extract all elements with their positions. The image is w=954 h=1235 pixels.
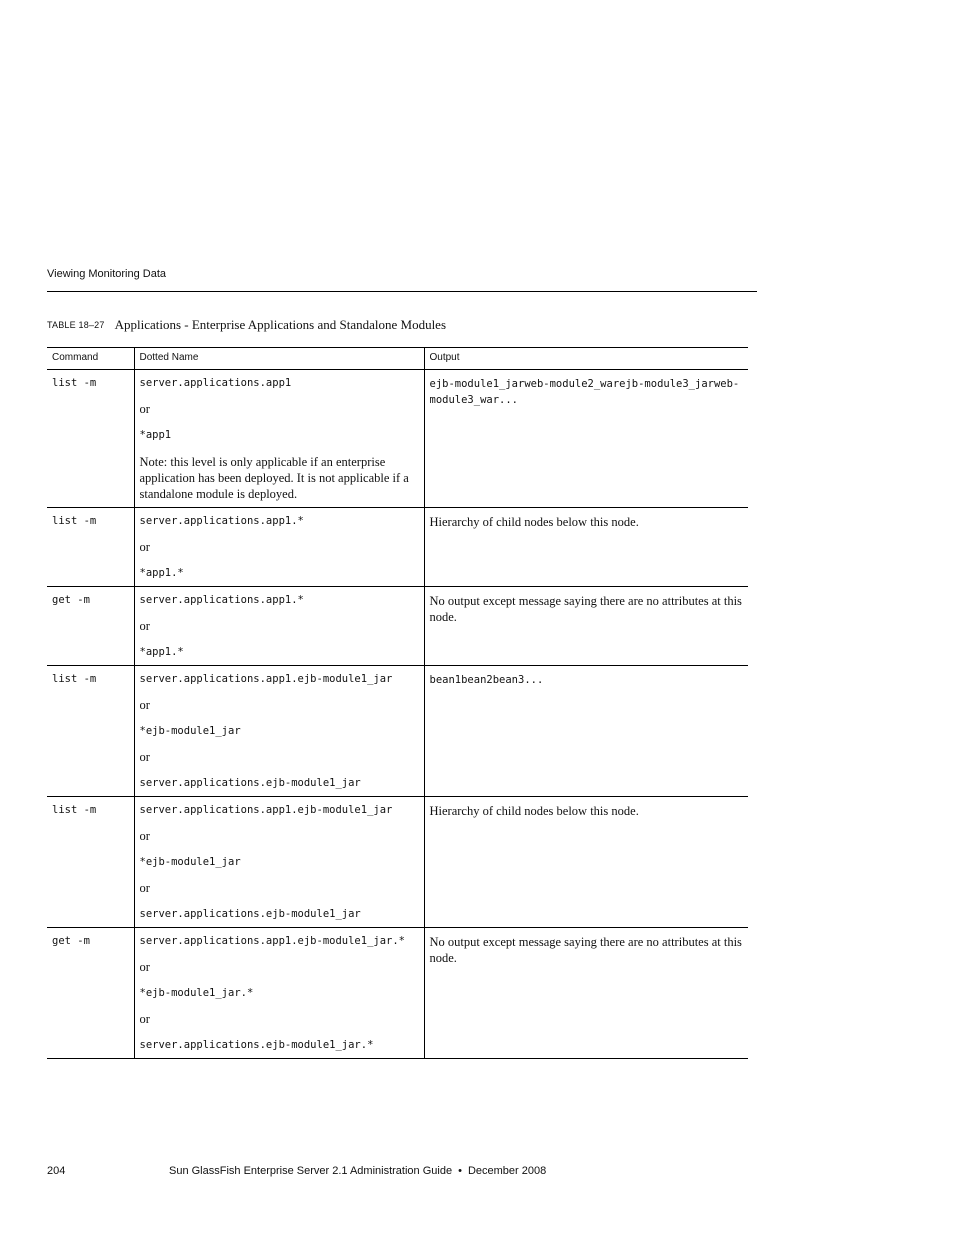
dotted-name-or: or	[139, 540, 150, 554]
dotted-name-or: or	[139, 698, 150, 712]
command-cell: list -m	[47, 666, 134, 797]
table-row	[47, 587, 748, 666]
dotted-name-or: or	[139, 750, 150, 764]
output-cell: Hierarchy of child nodes below this node.	[424, 508, 748, 587]
data-table	[47, 347, 748, 1059]
dotted-name-value: *app1.*	[139, 646, 184, 658]
running-header: Viewing Monitoring Data	[47, 268, 167, 280]
table-caption	[47, 316, 446, 334]
column-header-dotted-name: Dotted Name	[134, 348, 424, 370]
footer	[169, 1165, 546, 1177]
footer-separator: •	[458, 1165, 462, 1177]
dotted-name-value: server.applications.app1.ejb-module1_jar.*	[139, 935, 406, 947]
dotted-name-value: server.applications.app1.ejb-module1_jar	[139, 673, 393, 685]
dotted-name-value: server.applications.ejb-module1_jar.*	[139, 1039, 374, 1051]
dotted-name-value: server.applications.app1.ejb-module1_jar	[139, 804, 393, 816]
dotted-name-value: *ejb-module1_jar.*	[139, 987, 254, 999]
dotted-name-value: server.applications.app1.*	[139, 515, 304, 527]
output-cell: Hierarchy of child nodes below this node.	[424, 797, 748, 928]
column-header-output: Output	[424, 348, 748, 370]
dotted-name-value: server.applications.ejb-module1_jar	[139, 908, 361, 920]
table-row	[47, 508, 748, 587]
footer-date: December 2008	[467, 1165, 547, 1177]
dotted-name-or: or	[139, 1012, 150, 1026]
command-cell: get -m	[47, 928, 134, 1059]
table-row	[47, 666, 748, 797]
dotted-name-value: *app1.*	[139, 567, 184, 579]
dotted-name-or: or	[139, 960, 150, 974]
command-cell: list -m	[47, 370, 134, 508]
dotted-name-cell	[134, 666, 424, 797]
table-label: TABLE 18–27	[47, 320, 105, 330]
page-number: 204	[47, 1165, 66, 1177]
table-row	[47, 928, 748, 1059]
dotted-name-value: server.applications.app1	[139, 377, 292, 389]
dotted-name-value: server.applications.ejb-module1_jar	[139, 777, 361, 789]
output-cell: ejb-module1_jarweb-module2_warejb-module3_jarweb-module3_war...	[424, 370, 748, 508]
footer-book-title: Sun GlassFish Enterprise Server 2.1 Administration Guide	[169, 1165, 453, 1177]
dotted-name-note: Note: this level is only applicable if an enterprise application has been deployed. It is not applicable if a standalone module is deployed.	[139, 455, 409, 501]
output-cell: No output except message saying there are no attributes at this node.	[424, 928, 748, 1059]
dotted-name-or: or	[139, 829, 150, 843]
table-row	[47, 797, 748, 928]
command-cell: list -m	[47, 508, 134, 587]
dotted-name-cell	[134, 508, 424, 587]
table-header-row	[47, 348, 748, 370]
table-row	[47, 370, 748, 508]
command-cell: get -m	[47, 587, 134, 666]
dotted-name-value: *ejb-module1_jar	[139, 856, 241, 868]
dotted-name-value: *ejb-module1_jar	[139, 725, 241, 737]
command-cell: list -m	[47, 797, 134, 928]
dotted-name-value: server.applications.app1.*	[139, 594, 304, 606]
dotted-name-or: or	[139, 619, 150, 633]
header-rule	[47, 291, 757, 292]
dotted-name-cell	[134, 928, 424, 1059]
output-cell: bean1bean2bean3...	[424, 666, 748, 797]
output-cell: No output except message saying there are no attributes at this node.	[424, 587, 748, 666]
dotted-name-cell	[134, 797, 424, 928]
table-body	[47, 370, 748, 1059]
dotted-name-value: *app1	[139, 429, 172, 441]
dotted-name-or: or	[139, 402, 150, 416]
table-title: Applications - Enterprise Applications and Standalone Modules	[114, 317, 447, 332]
dotted-name-or: or	[139, 881, 150, 895]
dotted-name-cell	[134, 587, 424, 666]
column-header-command: Command	[47, 348, 134, 370]
dotted-name-cell	[134, 370, 424, 508]
